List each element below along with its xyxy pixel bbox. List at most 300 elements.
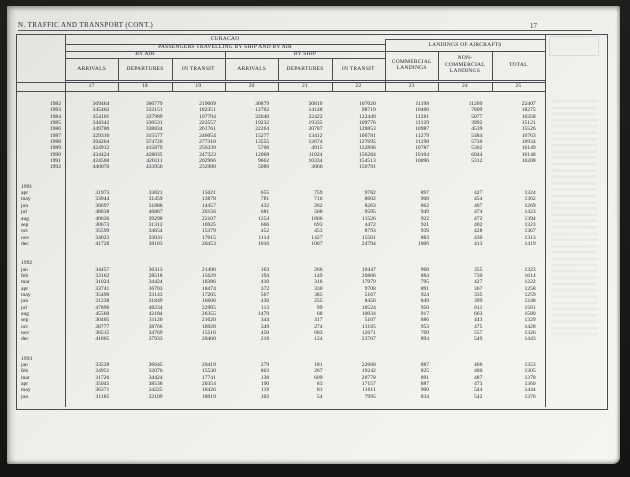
cell-value: 883 (420, 234, 430, 241)
row-label: 1986 (49, 126, 61, 133)
row-label: jul (21, 209, 27, 216)
cell-value: 129853 (359, 126, 376, 133)
column-header-air-arrivals: ARRIVALS (77, 65, 107, 72)
cell-value: 15501 (361, 234, 376, 241)
row-label: 1992 (49, 164, 61, 171)
cell-value: 10524 (361, 304, 376, 311)
row-label: feb (21, 272, 29, 279)
cell-value: 39298 (148, 215, 163, 222)
cell-value: 18275 (521, 107, 536, 114)
row-label: jan (21, 362, 28, 369)
column-number-18: 18 (141, 83, 148, 90)
column-header-ship-departures: DEPARTURES (286, 65, 324, 72)
row-label: 1987 (49, 132, 61, 139)
cell-value: 10034 (361, 310, 376, 317)
cell-value: 119 (261, 387, 270, 394)
cell-value: 730 (473, 272, 483, 279)
cell-value: 45560 (95, 310, 110, 317)
cell-value: 3992 (471, 120, 483, 127)
row-label: jan (21, 266, 28, 273)
row-label: may (21, 291, 31, 298)
cell-value: 1443 (524, 336, 536, 343)
cell-value: 10466 (415, 107, 430, 114)
table-row (17, 336, 545, 342)
cell-value: 15530 (201, 368, 216, 375)
cell-value: 886 (420, 317, 430, 324)
cell-value: 15516 (201, 330, 216, 336)
cell-value: 38777 (95, 323, 110, 330)
cell-value: 42184 (148, 310, 163, 317)
cell-value: 30673 (95, 221, 110, 228)
cell-value: 430 (473, 234, 483, 241)
cell-value: 9782 (364, 190, 376, 197)
cell-value: 542 (473, 393, 483, 400)
cell-value: 17157 (361, 381, 376, 388)
cell-value: 36645 (148, 362, 163, 369)
cell-value: 16208 (521, 158, 536, 165)
row-label: nov (21, 330, 30, 336)
row-label: sep (21, 221, 29, 228)
cell-value: 223557 (199, 120, 216, 127)
cell-value: 33031 (148, 234, 163, 241)
cell-value: 349 (260, 323, 270, 330)
cell-value: 374720 (145, 139, 163, 146)
row-label: dec (21, 240, 29, 247)
cell-value: 950 (420, 304, 430, 311)
cell-value: 28518 (148, 272, 163, 279)
cell-value: 18019 (201, 393, 216, 400)
section-year-label: 1992 (21, 260, 33, 267)
cell-value: 316 (314, 279, 323, 286)
column-number-19: 19 (195, 83, 202, 90)
cell-value: 31120 (148, 317, 163, 324)
cell-value: 38183 (148, 240, 163, 247)
cell-value: 385 (314, 291, 323, 298)
table-row (17, 164, 545, 170)
cell-value: 14457 (201, 202, 216, 209)
cell-value: 11281 (415, 113, 430, 120)
row-label: apr (21, 381, 29, 388)
cell-value: 1016 (258, 240, 270, 247)
cell-value: 106781 (359, 132, 376, 139)
cell-value: 30810 (308, 101, 323, 107)
cell-value: 33741 (95, 285, 110, 292)
cell-value: 33528 (95, 362, 110, 369)
cell-value: 18426 (201, 387, 216, 394)
table-row (17, 394, 545, 400)
cell-value: 759 (314, 190, 323, 197)
cell-value: 22407 (521, 101, 536, 107)
cell-value: 16606 (201, 298, 216, 305)
cell-value: 18928 (201, 323, 216, 330)
cell-value: 19335 (308, 120, 323, 127)
cell-value: 197794 (199, 113, 216, 120)
row-label: mar (21, 279, 30, 286)
cell-value: 11209 (468, 101, 483, 107)
cell-value: 908 (420, 196, 430, 203)
cell-value: 31459 (148, 196, 163, 203)
row-label: apr (21, 285, 29, 292)
cell-value: 330531 (145, 120, 163, 127)
column-header-air-in-transit: IN TRANSIT (181, 65, 215, 72)
column-header-total: TOTAL (508, 61, 528, 68)
cell-value: 11526 (362, 215, 376, 222)
cell-value: 46867 (148, 209, 163, 216)
cell-value: 163 (260, 266, 270, 273)
cell-value: 11024 (308, 151, 323, 158)
cell-value: 9708 (364, 285, 376, 292)
cell-value: 887 (420, 381, 430, 388)
cell-value: 267 (314, 368, 323, 375)
cell-value: 1479 (258, 310, 270, 317)
cell-value (385, 164, 438, 170)
cell-value: 473 (473, 381, 483, 388)
row-label: aug (21, 310, 30, 317)
row-label: jul (21, 304, 27, 311)
grid-line (545, 35, 546, 407)
cell-value (438, 164, 491, 170)
cell-value: 33143 (148, 291, 163, 298)
cell-value: 887 (420, 362, 430, 369)
cell-value: 1367 (524, 228, 536, 235)
cell-value: 1114 (258, 234, 270, 241)
cell-value: 427 (473, 190, 483, 197)
row-label: 1991 (49, 158, 61, 165)
cell-value: 36313 (148, 266, 163, 273)
cell-value: 33944 (95, 196, 110, 203)
row-label: 1990 (49, 151, 61, 158)
cell-value: 716 (314, 196, 323, 203)
cell-value: 26355 (201, 310, 216, 317)
cell-value: 1614 (524, 272, 536, 279)
cell-value: 30697 (95, 202, 110, 209)
cell-value: 1580 (524, 310, 536, 317)
cell-value: 232980 (199, 164, 216, 171)
cell-value: 9662 (258, 158, 270, 165)
table-section (17, 260, 545, 342)
cell-value: 20419 (201, 362, 216, 369)
cell-value: 17741 (201, 374, 216, 381)
row-label: sep (21, 317, 29, 324)
row-label: 1988 (49, 139, 61, 146)
cell-value: 122896 (359, 145, 376, 152)
cell-value: 609 (314, 374, 323, 381)
cell-value: 35599 (95, 228, 110, 235)
landings-group-header: LANDINGS OF AIRCRAFTS (428, 41, 502, 48)
cell-value: 5484 (471, 132, 483, 139)
cell-value: 454 (473, 196, 483, 203)
cell-value: 472 (473, 215, 483, 222)
table-section (17, 356, 545, 400)
cell-value: 1305 (524, 368, 536, 375)
cell-value: 8602 (364, 196, 376, 203)
row-label: feb (21, 368, 29, 375)
cell-value: 407 (473, 202, 483, 209)
cell-value: 34424 (148, 279, 163, 286)
row-label: dec (21, 336, 29, 343)
cell-value: 31726 (95, 374, 110, 381)
cell-value: 1427 (311, 234, 323, 241)
row-label: apr (21, 190, 29, 197)
cell-value: 34654 (148, 228, 163, 235)
cell-value: 12674 (308, 139, 323, 146)
cell-value: 349700 (92, 126, 110, 133)
cell-value: 18474 (201, 285, 216, 292)
page-title: N. TRAFFIC AND TRANSPORT (CONT.) (18, 21, 154, 29)
cell-value: 20453 (201, 240, 216, 247)
cell-value: 20354 (201, 381, 216, 388)
cell-value: 219009 (199, 101, 216, 107)
cell-value: 474 (473, 209, 483, 216)
cell-value: 5089 (258, 164, 270, 171)
region-header: CURACAO (210, 36, 240, 43)
cell-value: 11198 (415, 101, 430, 107)
cell-value: 415879 (145, 145, 163, 152)
cell-value: 182351 (199, 107, 216, 114)
cell-value: 8456 (364, 298, 376, 305)
cell-value: 4472 (364, 221, 376, 228)
cell-value: 666 (260, 221, 270, 228)
cell-value: 33821 (148, 190, 163, 197)
cell-value: 22668 (361, 362, 376, 369)
cell-value: 113 (261, 304, 270, 311)
cell-value: 315577 (145, 132, 163, 139)
cell-value: 40636 (95, 215, 110, 222)
cell-value: 13878 (201, 196, 216, 203)
cell-value: 1561 (524, 304, 536, 311)
cell-value: 367 (473, 285, 483, 292)
cell-value: 14148 (308, 107, 323, 114)
cell-value: 450 (260, 330, 270, 336)
by-air-header: BY AIR (135, 51, 155, 58)
cell-value: 246054 (199, 132, 216, 139)
cell-value: 156791 (359, 164, 376, 171)
cell-value: 16358 (521, 113, 536, 120)
cell-value: 18386 (201, 279, 216, 286)
cell-value: 1248 (524, 298, 536, 305)
cell-value: 4539 (471, 126, 483, 133)
page-number: 17 (530, 22, 537, 30)
statistics-table (16, 34, 608, 410)
cell-value: 345462 (92, 107, 110, 114)
cell-value: 655 (260, 190, 270, 197)
cell-value: 32076 (148, 368, 163, 375)
row-label: 1984 (49, 113, 61, 120)
cell-value: 549 (473, 336, 483, 343)
cell-value: 335 (473, 291, 483, 298)
cell-value: 329316 (92, 132, 110, 139)
cell-value: 884 (420, 272, 430, 279)
row-label: nov (21, 234, 30, 241)
cell-value: 825 (420, 368, 430, 375)
cell-value: 369464 (92, 101, 110, 107)
cell-value: 47896 (95, 304, 110, 311)
row-label: jun (21, 202, 29, 209)
row-label: may (21, 387, 31, 394)
title-underline (18, 30, 592, 31)
cell-value: 30405 (95, 317, 110, 324)
cell-value: 1326 (524, 330, 536, 336)
cell-value: 22264 (255, 126, 270, 133)
cell-value: 344342 (92, 120, 110, 127)
cell-value: 1222 (524, 279, 536, 286)
cell-value: 32109 (148, 393, 163, 400)
cell-value: 11198 (415, 139, 430, 146)
cell-value: 127695 (359, 139, 376, 146)
cell-value: 443 (473, 317, 483, 324)
cell-value: 68 (316, 310, 323, 317)
cell-value: 1254 (258, 215, 270, 222)
column-number-20: 20 (248, 83, 255, 90)
cell-value: 22905 (201, 304, 216, 311)
cell-value: 15379 (201, 228, 216, 235)
column-header-non-commercial-landings: NON-COMMERCIAL LANDINGS (444, 55, 485, 75)
column-header-air-departures: DEPARTURES (126, 65, 164, 72)
row-label: 1983 (49, 107, 61, 114)
cell-value: 48234 (148, 304, 163, 311)
grid-line (65, 80, 545, 81)
cell-value: 921 (420, 221, 430, 228)
column-header-ship-in-transit: IN TRANSIT (341, 65, 375, 72)
cell-value: 34225 (148, 387, 163, 394)
cell-value: 12671 (361, 330, 376, 336)
cell-value: 122449 (359, 113, 376, 120)
by-ship-header: BY SHIP (293, 51, 317, 58)
cell-value: 5736 (471, 139, 483, 146)
cell-value: 34951 (95, 368, 110, 375)
cell-value: 410 (260, 279, 270, 286)
cell-value: 247323 (199, 151, 216, 158)
cell-value: 31024 (95, 279, 110, 286)
cell-value: 12068 (255, 151, 270, 158)
cell-value: 863 (260, 368, 270, 375)
cell-value: 23707 (361, 336, 376, 343)
cell-value: 344 (260, 317, 270, 324)
table-section (17, 184, 545, 247)
cell-value: 891 (420, 285, 430, 292)
cell-value: 81 (316, 387, 323, 394)
cell-value: 953 (420, 323, 430, 330)
cell-value: 30879 (255, 101, 270, 107)
cell-value: 19242 (361, 368, 376, 375)
section-year-label: 1991 (21, 183, 33, 190)
cell-value: 256339 (199, 145, 216, 152)
cell-value: 21496 (201, 266, 216, 273)
cell-value: 1394 (524, 215, 536, 222)
cell-value: 10987 (415, 126, 430, 133)
section-year-label: 1993 (21, 355, 33, 362)
cell-value: 5167 (364, 291, 376, 298)
cell-value: 156284 (359, 151, 376, 158)
column-number-22: 22 (355, 83, 362, 90)
cell-value: 781 (260, 196, 270, 203)
row-label: 1989 (49, 145, 61, 152)
cell-value: 8263 (364, 202, 376, 209)
cell-value: 1323 (524, 221, 536, 228)
cell-value: 900 (420, 387, 430, 394)
cell-value: 428035 (145, 151, 163, 158)
cell-value: 1006 (417, 240, 430, 247)
cell-value: 190 (260, 381, 270, 388)
cell-value: 355 (473, 266, 483, 273)
cell-value: 41728 (95, 240, 110, 247)
cell-value: 1329 (524, 317, 536, 324)
cell-value: 1444 (524, 387, 536, 394)
cell-value: 5362 (471, 145, 483, 152)
cell-value: 15021 (201, 190, 216, 197)
cell-value: 11611 (362, 387, 376, 394)
cell-value: 17205 (201, 291, 216, 298)
cell-value: 1258 (524, 285, 536, 292)
cell-value: 15629 (201, 272, 216, 279)
cell-value: 11129 (415, 120, 430, 127)
cell-value: 693 (314, 221, 323, 228)
cell-value: 20787 (308, 126, 323, 133)
cell-value: 31185 (95, 393, 110, 400)
cell-value: 1806 (311, 215, 323, 222)
cell-value: 487 (473, 374, 483, 381)
cell-value: 154513 (359, 158, 376, 165)
cell-value: 402 (473, 221, 483, 228)
cell-value: 1378 (524, 374, 536, 381)
cell-value: 7809 (471, 107, 483, 114)
cell-value: 15526 (521, 126, 536, 133)
cell-value: 1269 (524, 202, 536, 209)
cell-value: 360779 (145, 101, 163, 107)
cell-value: 41805 (95, 336, 110, 343)
cell-value: 31973 (95, 190, 110, 197)
cell-value: 34769 (148, 330, 163, 336)
cell-value: 466 (473, 362, 483, 369)
passengers-group-header: PASSENGERS TRAVELLING BY SHIP AND BY AIR (158, 43, 292, 50)
cell-value: 35045 (95, 381, 110, 388)
cell-value: 1323 (524, 266, 536, 273)
cell-value: 354101 (92, 113, 110, 120)
row-label: 1982 (49, 101, 61, 107)
cell-value: 424912 (92, 145, 110, 152)
cell-value: 21020 (201, 317, 216, 324)
cell-value: 891 (420, 374, 430, 381)
cell-value: 36515 (95, 330, 110, 336)
cell-value: 15121 (521, 120, 536, 127)
cell-value: 917 (420, 310, 430, 317)
cell-value: 440070 (92, 164, 110, 171)
cell-value: 202966 (199, 158, 216, 165)
cell-value: 1419 (524, 240, 536, 247)
cell-value: 31888 (148, 202, 163, 209)
cell-value: 430 (260, 298, 270, 305)
cell-value: 427 (473, 279, 483, 286)
cell-value: 480 (473, 368, 483, 375)
cell-value: 16763 (521, 132, 536, 139)
table-body (17, 91, 545, 400)
row-label: oct (21, 323, 28, 330)
cell-value: 16149 (521, 145, 536, 152)
cell-value: 1324 (524, 190, 536, 197)
cell-value: 413 (473, 240, 483, 247)
cell-value: 681 (260, 209, 270, 216)
cell-value: 13412 (308, 132, 323, 139)
column-header-ship-arrivals: ARRIVALS (237, 65, 267, 72)
cell-value: 394264 (92, 139, 110, 146)
cell-value: 330 (314, 285, 323, 292)
cell-value: 31238 (95, 298, 110, 305)
cell-value: 16148 (521, 151, 536, 158)
column-number-24: 24 (461, 83, 468, 90)
cell-value: 22107 (201, 215, 216, 222)
cell-value: 13185 (361, 323, 376, 330)
cell-value: 372 (260, 285, 270, 292)
